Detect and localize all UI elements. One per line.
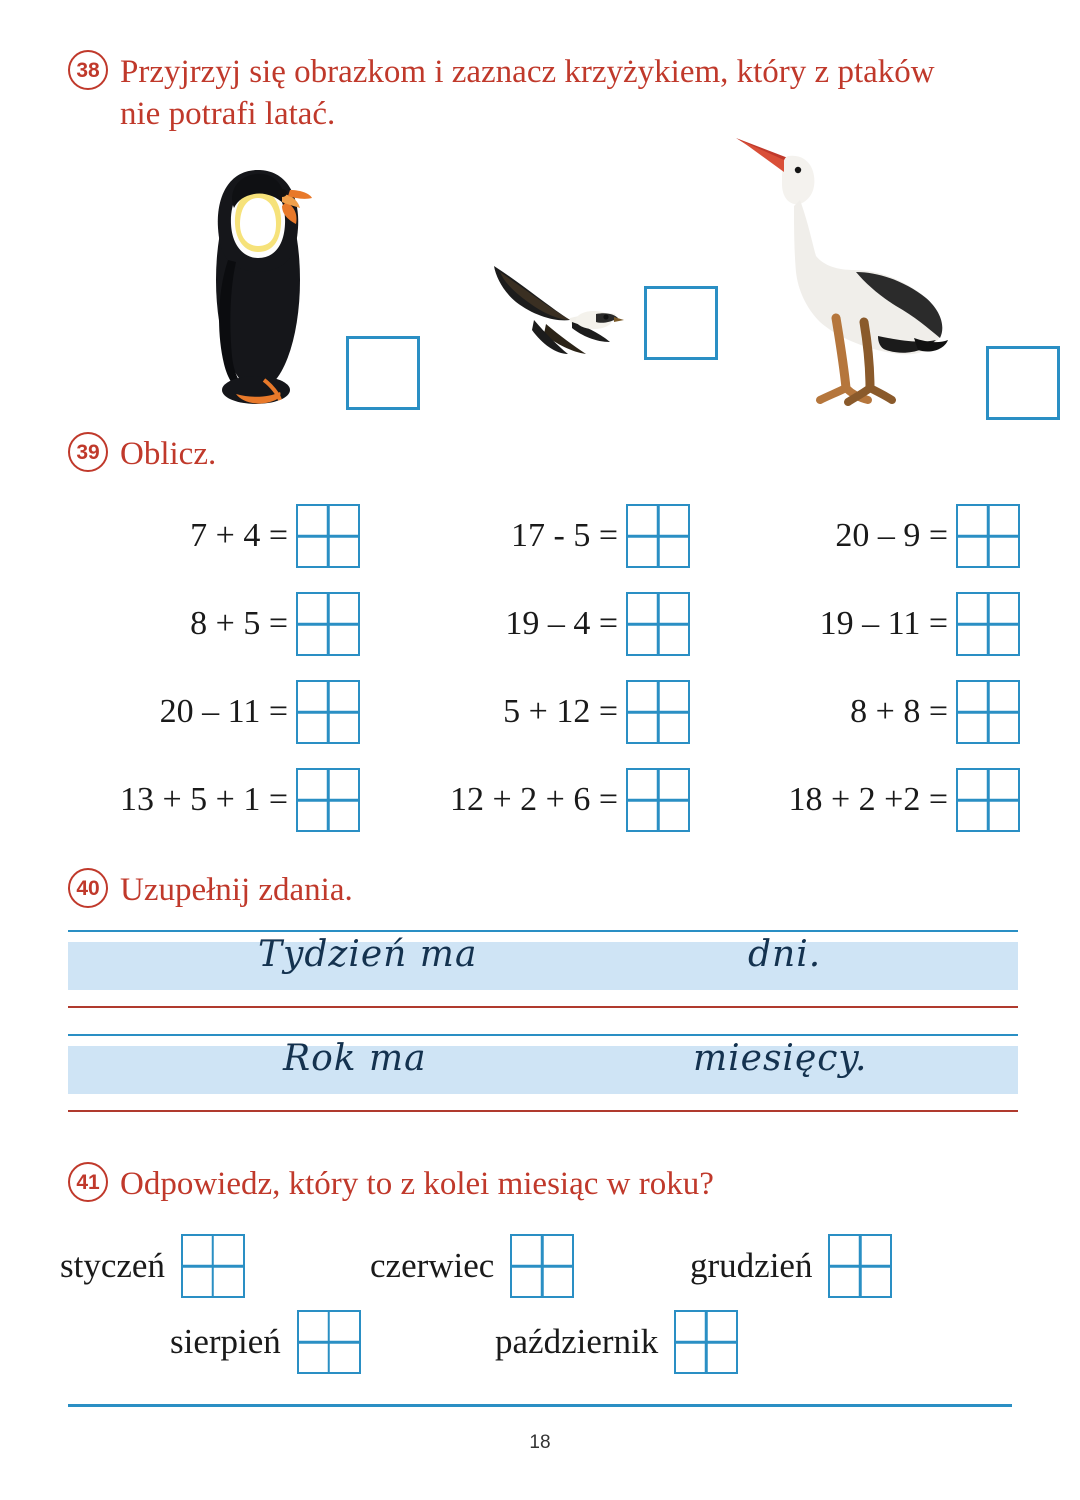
answer-box[interactable]	[626, 768, 690, 832]
answer-box[interactable]	[296, 768, 360, 832]
penguin-illustration	[198, 150, 328, 410]
calc-item	[690, 504, 1020, 568]
answer-box-styczen[interactable]	[181, 1234, 245, 1298]
line-rule-bottom	[68, 1110, 1018, 1112]
calc-expression: 17 - 5 =	[511, 517, 618, 554]
exercise-39-number: 39	[68, 432, 108, 472]
calc-item	[360, 504, 690, 568]
month-label: grudzień	[690, 1246, 813, 1285]
calc-expression: 12 + 2 + 6 =	[449, 781, 618, 818]
calc-expression: 20 – 11 =	[159, 693, 288, 730]
answer-box[interactable]	[956, 504, 1020, 568]
month-item-pazdziernik	[495, 1310, 738, 1374]
bird-item-swallow	[486, 250, 718, 360]
calc-item	[690, 592, 1020, 656]
month-label: październik	[495, 1322, 659, 1361]
calc-expression: 8 + 5 =	[190, 605, 288, 642]
exercise-38-instruction: Przyjrzyj się obrazkom i zaznacz krzyżykiem, który z ptaków nie potrafi latać.	[120, 54, 935, 133]
birds-row	[68, 130, 1018, 430]
exercise-40-number: 40	[68, 868, 108, 908]
exercise-41-instruction: Odpowiedz, który to z kolei miesiąc w roku?	[120, 1166, 714, 1202]
line-band	[68, 942, 1018, 990]
calc-row	[60, 756, 1020, 844]
exercise-41-heading	[68, 1162, 1018, 1205]
bird-item-stork	[728, 130, 1060, 420]
calc-row	[60, 668, 1020, 756]
calc-row	[60, 492, 1020, 580]
answer-box[interactable]	[296, 592, 360, 656]
calc-expression: 8 + 8 =	[850, 693, 948, 730]
answer-box-sierpien[interactable]	[297, 1310, 361, 1374]
month-item-czerwiec	[370, 1234, 690, 1298]
line-rule-top	[68, 1034, 1018, 1036]
calc-expression: 5 + 12 =	[503, 693, 618, 730]
line-rule-bottom	[68, 1006, 1018, 1008]
answer-box-pazdziernik[interactable]	[674, 1310, 738, 1374]
exercise-40-heading	[68, 868, 1018, 911]
calc-expression: 20 – 9 =	[835, 517, 948, 554]
exercise-41-number: 41	[68, 1162, 108, 1202]
month-label: czerwiec	[370, 1246, 495, 1285]
answer-box[interactable]	[296, 680, 360, 744]
exercise-39-heading	[68, 432, 1018, 475]
answer-box-grudzien[interactable]	[828, 1234, 892, 1298]
months-row-2	[60, 1304, 1020, 1380]
swallow-illustration	[486, 250, 626, 360]
calc-expression: 19 – 11 =	[819, 605, 948, 642]
calc-expression: 13 + 5 + 1 =	[119, 781, 288, 818]
sentence-1-left: Tydzień ma	[258, 934, 478, 975]
page-number: 18	[529, 1432, 551, 1453]
calc-item	[360, 592, 690, 656]
calc-item	[690, 768, 1020, 832]
month-item-styczen	[60, 1234, 370, 1298]
answer-box[interactable]	[626, 504, 690, 568]
stork-illustration	[728, 130, 968, 420]
month-item-grudzien	[690, 1234, 892, 1298]
calc-item	[360, 680, 690, 744]
answer-box[interactable]	[956, 592, 1020, 656]
answer-box[interactable]	[956, 768, 1020, 832]
exercise-40-instruction: Uzupełnij zdania.	[120, 872, 353, 908]
calc-expression: 7 + 4 =	[190, 517, 288, 554]
footer-divider	[68, 1404, 1012, 1407]
calc-expression: 19 – 4 =	[505, 605, 618, 642]
answer-box[interactable]	[626, 592, 690, 656]
calc-item	[690, 680, 1020, 744]
months-group	[60, 1228, 1020, 1380]
month-label: styczeń	[60, 1246, 165, 1285]
calc-item	[60, 680, 360, 744]
answer-box-czerwiec[interactable]	[510, 1234, 574, 1298]
months-row-1	[60, 1228, 1020, 1304]
calculations-grid	[60, 492, 1020, 844]
exercise-38-number: 38	[68, 50, 108, 90]
line-band	[68, 1046, 1018, 1094]
month-label: sierpień	[170, 1322, 281, 1361]
calc-item	[60, 768, 360, 832]
answer-box[interactable]	[296, 504, 360, 568]
line-rule-top	[68, 930, 1018, 932]
answer-box[interactable]	[626, 680, 690, 744]
answer-box[interactable]	[956, 680, 1020, 744]
sentence-2-right: miesięcy.	[693, 1038, 868, 1079]
writing-line-1[interactable]	[68, 930, 1018, 1030]
exercise-39-instruction: Oblicz.	[120, 436, 217, 472]
month-item-sierpien	[170, 1310, 495, 1374]
calc-expression: 18 + 2 +2 =	[788, 781, 948, 818]
exercise-38-heading	[68, 50, 1018, 135]
calc-item	[360, 768, 690, 832]
checkbox-swallow[interactable]	[644, 286, 718, 360]
calc-item	[60, 504, 360, 568]
calc-row	[60, 580, 1020, 668]
calc-item	[60, 592, 360, 656]
sentence-1-right: dni.	[748, 934, 822, 975]
bird-item-penguin	[198, 150, 420, 410]
checkbox-penguin[interactable]	[346, 336, 420, 410]
writing-line-2[interactable]	[68, 1034, 1018, 1134]
sentence-2-left: Rok ma	[283, 1038, 427, 1079]
checkbox-stork[interactable]	[986, 346, 1060, 420]
